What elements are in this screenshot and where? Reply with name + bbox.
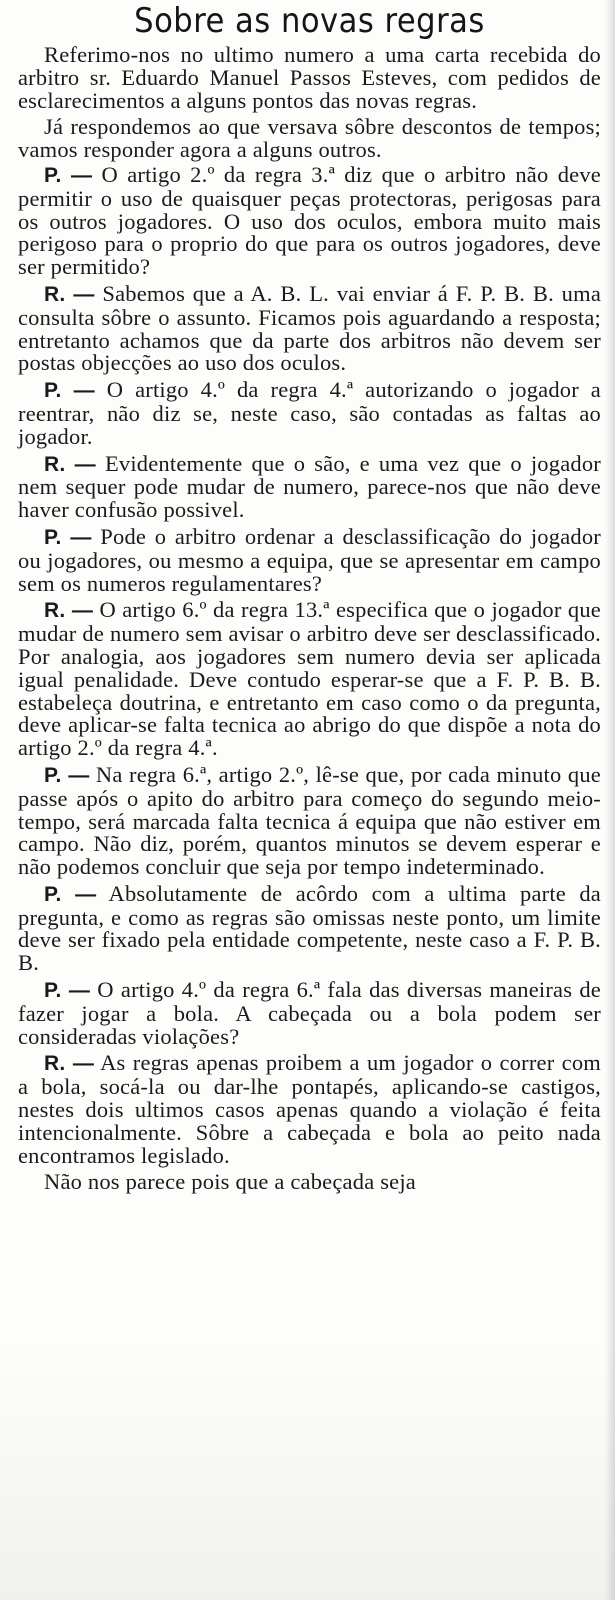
question-paragraph <box>18 761 601 880</box>
answer-marker: P. — <box>44 882 97 906</box>
question-marker: P. — <box>44 979 91 1003</box>
paragraph-text: Sabemos que a A. B. L. vai enviar á F. P. B. B. uma consulta sôbre o assunto. Ficamos pois aguardando a resposta; entretanto achamos que da parte dos arbitros não devem ser postas objecções ao uso dos oculos. <box>18 280 602 376</box>
paragraph-text: As regras apenas proibem a um jogador o correr com a bola, socá-la ou dar-lhe pontapés, aplicando-se castigos, nestes dois ultimos casos apenas quando a violação é feita intencionalmente. Sôbre a cabeçada e bola ao peito nada encontramos legislado. <box>18 1050 601 1168</box>
paragraph-text: Já respondemos ao que versava sôbre descontos de tempos; vamos responder agora a alguns outros. <box>18 114 601 163</box>
article-body <box>18 44 601 1194</box>
paragraph-intro <box>18 44 601 112</box>
answer-paragraph <box>18 450 601 523</box>
paragraph-text: Referimo-nos no ultimo numero a uma carta recebida do arbitro sr. Eduardo Manuel Passos Esteves, com pedidos de esclarecimentos a alguns pontos das novas regras. <box>18 42 601 113</box>
question-paragraph <box>18 523 601 596</box>
article-title: Sobre as novas regras <box>134 1 485 41</box>
paragraph-text: Evidentemente que o são, e uma vez que o jogador nem sequer pode mudar de numero, parece-nos que não deve haver confusão possivel. <box>18 450 601 523</box>
question-marker: P. — <box>44 379 95 403</box>
answer-paragraph <box>18 599 601 760</box>
answer-marker: R. — <box>44 599 94 623</box>
paragraph-text: O artigo 2.º da regra 3.ª diz que o arbitro não deve permitir o uso de quaisquer peças protectoras, perigosas para os outros jogadores. O uso dos oculos, embora muito mais perigoso para o proprio do que para os outros jogadores, deve ser permitido? <box>18 161 601 280</box>
paragraph-text: Não nos parece pois que a cabeçada seja <box>44 1169 416 1195</box>
question-paragraph <box>18 979 601 1048</box>
answer-paragraph <box>18 1052 601 1167</box>
answer-paragraph <box>18 280 602 376</box>
question-paragraph <box>18 161 601 280</box>
answer-paragraph <box>18 880 601 976</box>
paragraph-text: O artigo 6.º da regra 13.ª especifica que o jogador que mudar de numero sem avisar o arbitro deve ser desclassificado. Por analogia, aos jogadores sem numero devia ser aplicada igual penalidade. Deve contudo esperar-se que a F. P. B. B. estabeleça doutrina, e entretanto em caso como o da pregunta, deve aplicar-se falta tecnica ao abrigo do que dispõe a nota do artigo 2.º da regra 4.ª. <box>18 597 601 761</box>
question-marker: P. — <box>44 163 93 187</box>
paragraph-text: O artigo 4.º da regra 4.ª autorizando o jogador a reentrar, não diz se, neste caso, são contadas as faltas ao jogador. <box>18 377 601 449</box>
paragraph-continuation <box>18 1171 601 1194</box>
question-paragraph <box>18 379 601 448</box>
paragraph-text: Pode o arbitro ordenar a desclassificação do jogador ou jogadores, ou mesmo a equipa, que se apresentar em campo sem os numeros regulamentares? <box>18 523 601 596</box>
answer-marker: R. — <box>44 452 96 476</box>
answer-marker: R. — <box>44 282 95 306</box>
paragraph-text: Na regra 6.ª, artigo 2.º, lê-se que, por cada minuto que passe após o apito do arbitro para começo do segundo meio-tempo, será marcada falta tecnica á equipa que não estiver em campo. Não diz, porém, quantos minutos se devem esperar e não podemos concluir que seja por tempo indeterminado. <box>18 761 601 880</box>
scan-shadow <box>0 1340 615 1600</box>
question-marker: P. — <box>44 525 92 549</box>
scan-edge <box>605 0 615 1600</box>
paragraph-intro-2 <box>18 116 601 162</box>
paragraph-text: Absolutamente de acôrdo com a ultima parte da pregunta, e como as regras são omissas neste ponto, um limite deve ser fixado pela entidade competente, neste caso a F. P. B. B. <box>18 880 601 976</box>
answer-marker: R. — <box>44 1052 95 1076</box>
question-marker: P. — <box>44 763 90 787</box>
paragraph-text: O artigo 4.º da regra 6.ª fala das diversas maneiras de fazer jogar a bola. A cabeçada ou a bola podem ser consideradas violações? <box>18 977 601 1049</box>
